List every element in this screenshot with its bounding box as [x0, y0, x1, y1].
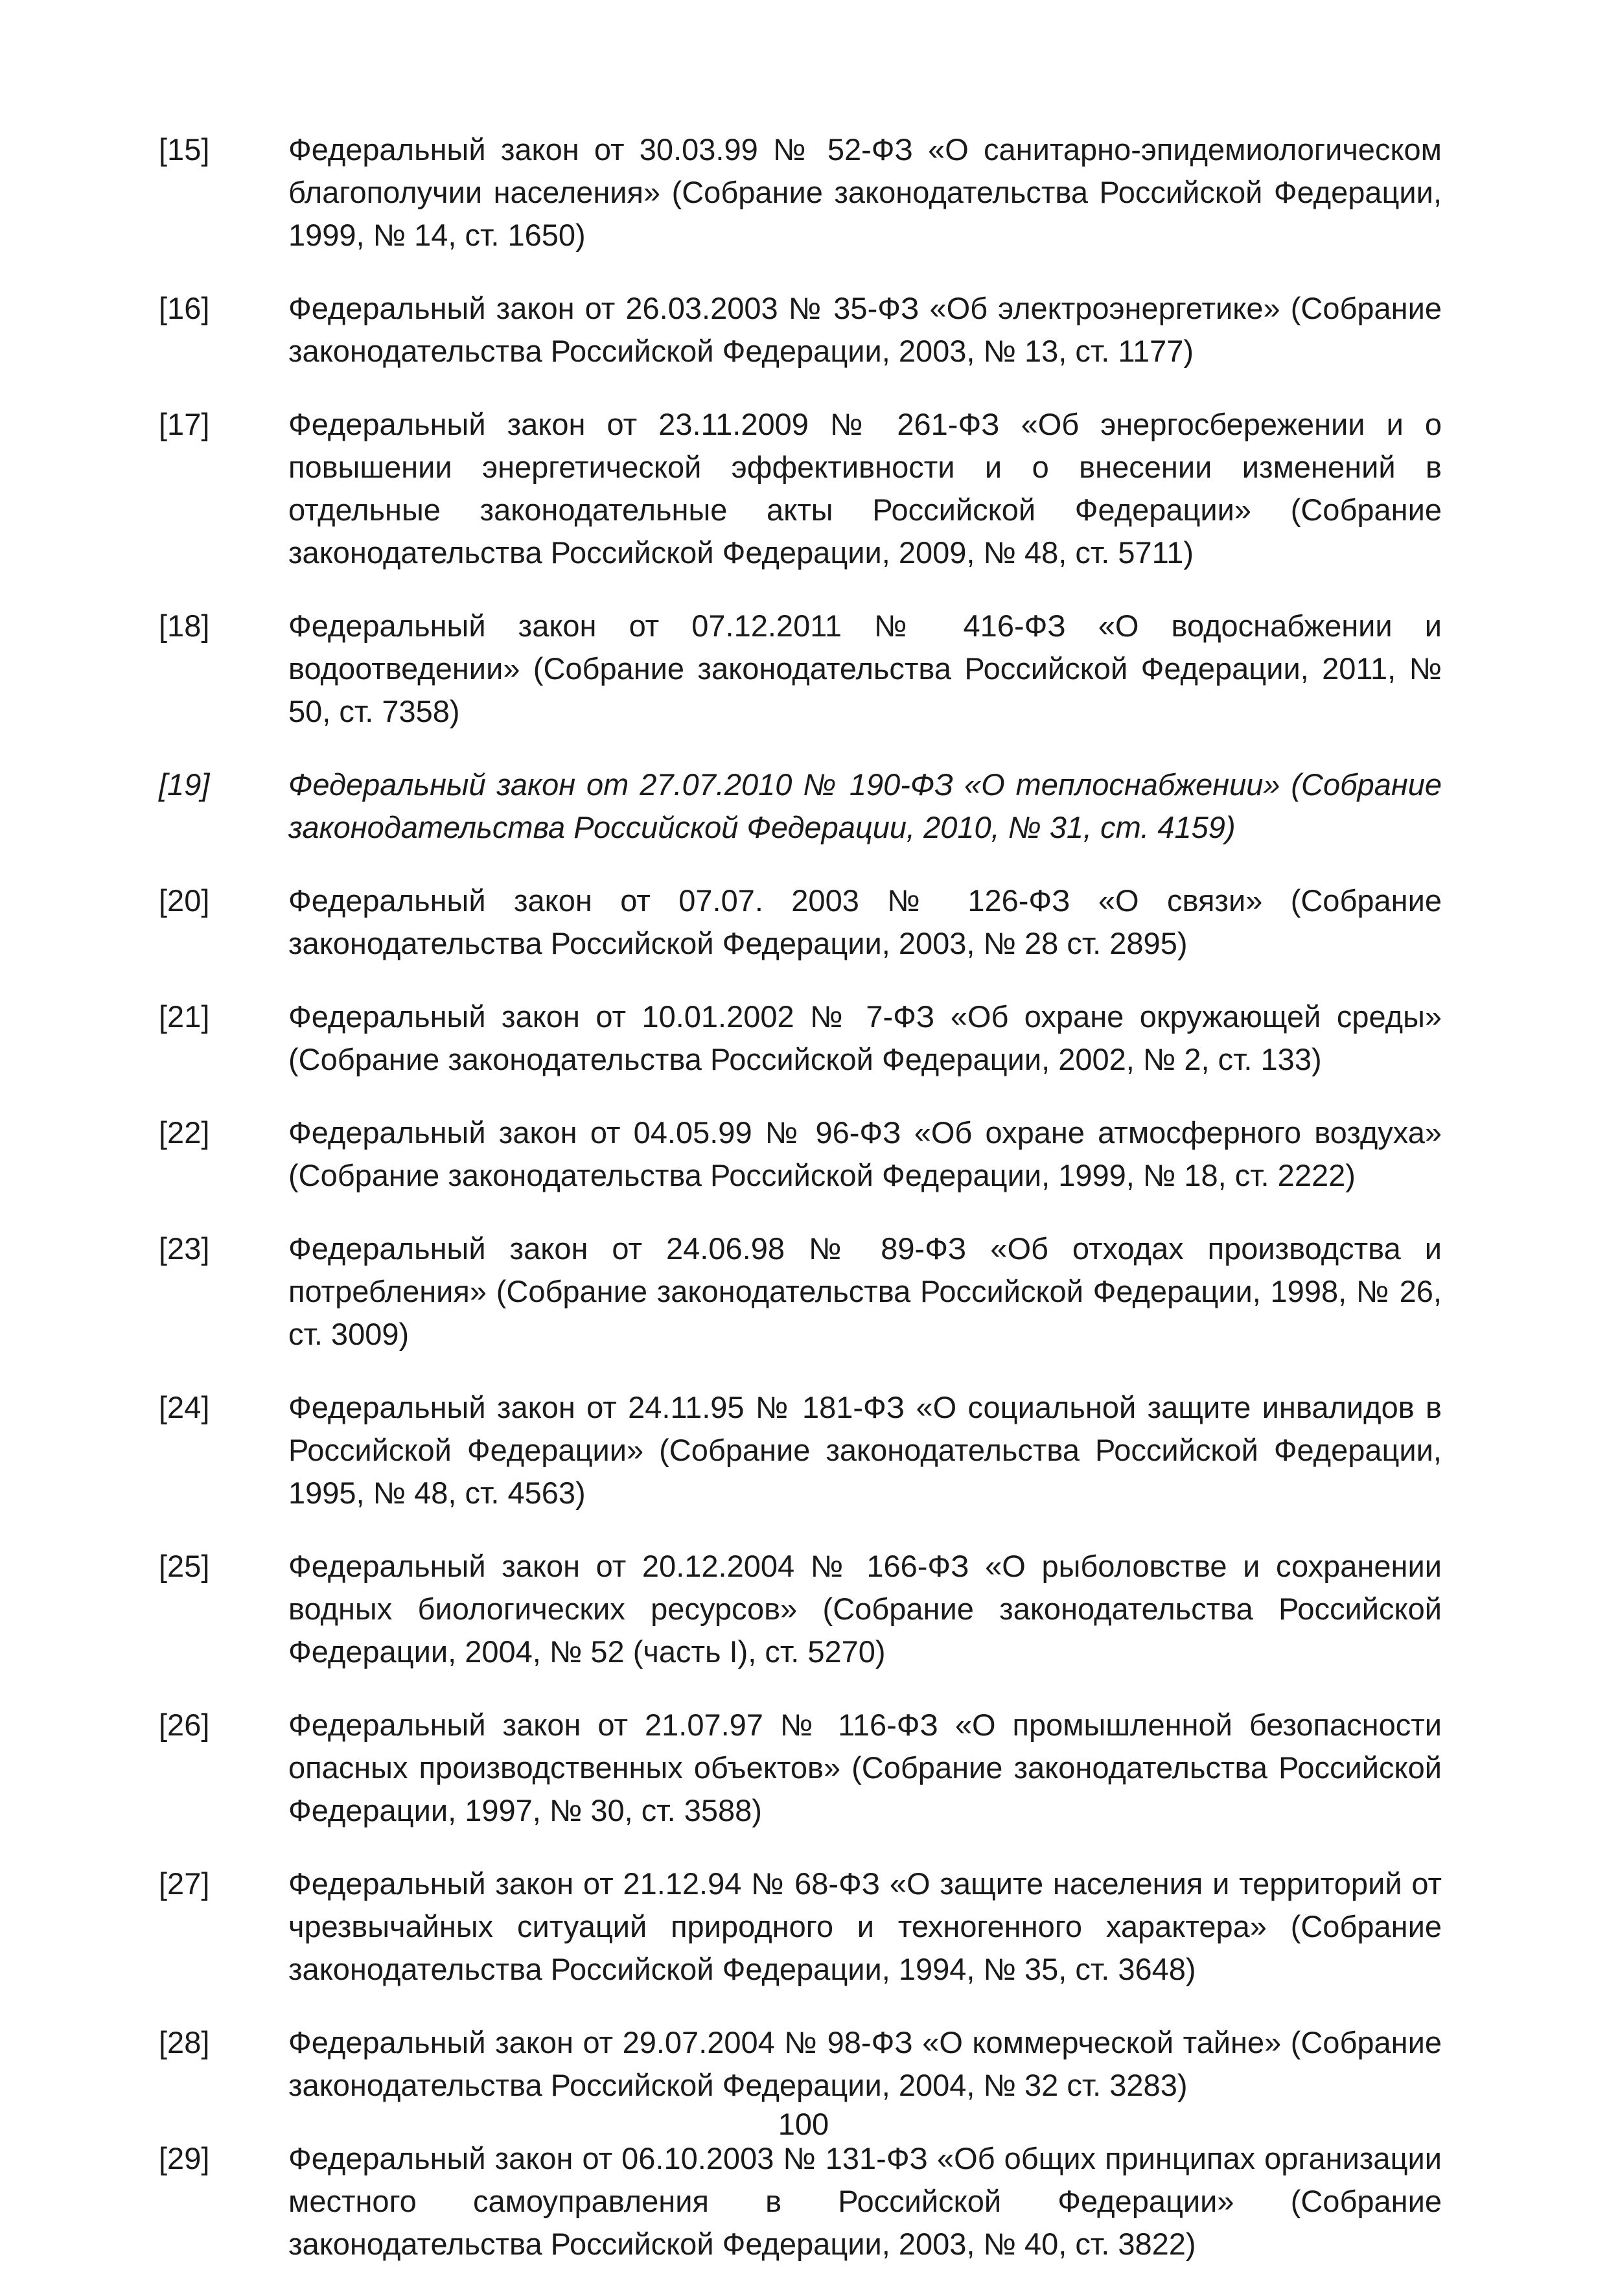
- reference-text: Федеральный закон от 23.11.2009 № 261-ФЗ «Об энергосбережении и о повышении энергетической эффективности и о внесении изменений в отдельные законодательные акты Российской Федерации» (Собрание законодательства Российской Федерации, 2009, № 48, ст. 5711): [288, 407, 1442, 570]
- reference-item-20: [159, 879, 1442, 965]
- page-number: 100: [778, 2107, 829, 2141]
- reference-item-29: [159, 2137, 1442, 2266]
- reference-number: [24]: [159, 1390, 210, 1424]
- reference-text: Федеральный закон от 27.07.2010 № 190-ФЗ «О теплоснабжении» (Собрание законодательства Российской Федерации, 2010, № 31, ст. 4159): [288, 767, 1442, 844]
- reference-text: Федеральный закон от 24.11.95 № 181-ФЗ «О социальной защите инвалидов в Российской Федерации» (Собрание законодательства Российской Федерации, 1995, № 48, ст. 4563): [288, 1390, 1442, 1510]
- reference-text: Федеральный закон от 30.03.99 № 52-ФЗ «О санитарно-эпидемиологическом благополучии населения» (Собрание законодательства Российской Федерации, 1999, № 14, ст. 1650): [288, 132, 1442, 252]
- reference-number: [22]: [159, 1115, 210, 1150]
- reference-item-27: [159, 1862, 1442, 1991]
- reference-item-24: [159, 1386, 1442, 1514]
- reference-text: Федеральный закон от 07.07. 2003 № 126-ФЗ «О связи» (Собрание законодательства Российской Федерации, 2003, № 28 ст. 2895): [288, 883, 1442, 960]
- reference-number: [26]: [159, 1708, 210, 1742]
- reference-number: [18]: [159, 609, 210, 643]
- reference-text: Федеральный закон от 07.12.2011 № 416-ФЗ «О водоснабжении и водоотведении» (Собрание законодательства Российской Федерации, 2011, № 50, ст. 7358): [288, 609, 1442, 728]
- reference-text: Федеральный закон от 21.07.97 № 116-ФЗ «О промышленной безопасности опасных производственных объектов» (Собрание законодательства Российской Федерации, 1997, № 30, ст. 3588): [288, 1708, 1442, 1827]
- reference-number: [19]: [159, 767, 210, 802]
- reference-text: Федеральный закон от 10.01.2002 № 7-ФЗ «Об охране окружающей среды» (Собрание законодательства Российской Федерации, 2002, № 2, ст. 133): [288, 999, 1442, 1076]
- reference-item-28: [159, 2021, 1442, 2107]
- reference-item-17: [159, 403, 1442, 574]
- reference-text: Федеральный закон от 06.10.2003 № 131-ФЗ «Об общих принципах организации местного самоуправления в Российской Федерации» (Собрание законодательства Российской Федерации, 2003, № 40, ст. 3822): [288, 2141, 1442, 2261]
- reference-number: [17]: [159, 407, 210, 441]
- reference-number: [29]: [159, 2141, 210, 2175]
- reference-text: Федеральный закон от 24.06.98 № 89-ФЗ «Об отходах производства и потребления» (Собрание законодательства Российской Федерации, 1998, № 26, ст. 3009): [288, 1231, 1442, 1351]
- reference-item-23: [159, 1227, 1442, 1356]
- reference-item-26: [159, 1704, 1442, 1832]
- reference-item-25: [159, 1545, 1442, 1673]
- reference-item-22: [159, 1111, 1442, 1197]
- reference-number: [28]: [159, 2025, 210, 2059]
- reference-text: Федеральный закон от 26.03.2003 № 35-ФЗ «Об электроэнергетике» (Собрание законодательства Российской Федерации, 2003, № 13, ст. 1177): [288, 291, 1442, 368]
- reference-number: [15]: [159, 132, 210, 167]
- reference-item-16: [159, 287, 1442, 373]
- reference-item-21: [159, 995, 1442, 1081]
- reference-item-18: [159, 605, 1442, 733]
- reference-text: Федеральный закон от 04.05.99 № 96-ФЗ «Об охране атмосферного воздуха» (Собрание законодательства Российской Федерации, 1999, № 18, ст. 2222): [288, 1115, 1442, 1192]
- reference-number: [16]: [159, 291, 210, 325]
- reference-number: [21]: [159, 999, 210, 1034]
- reference-number: [20]: [159, 883, 210, 918]
- reference-number: [25]: [159, 1549, 210, 1583]
- reference-text: Федеральный закон от 21.12.94 № 68-ФЗ «О защите населения и территорий от чрезвычайных ситуаций природного и техногенного характера» (Собрание законодательства Российской Федерации, 1994, № 35, ст. 3648): [288, 1866, 1442, 1986]
- reference-item-19: [159, 763, 1442, 849]
- reference-item-15: [159, 128, 1442, 257]
- reference-text: Федеральный закон от 29.07.2004 № 98-ФЗ «О коммерческой тайне» (Собрание законодательства Российской Федерации, 2004, № 32 ст. 3283): [288, 2025, 1442, 2102]
- reference-number: [23]: [159, 1231, 210, 1266]
- reference-list: [159, 128, 1442, 2296]
- reference-text: Федеральный закон от 20.12.2004 № 166-ФЗ «О рыболовстве и сохранении водных биологических ресурсов» (Собрание законодательства Российской Федерации, 2004, № 52 (часть I), ст. 5270): [288, 1549, 1442, 1669]
- reference-number: [27]: [159, 1866, 210, 1901]
